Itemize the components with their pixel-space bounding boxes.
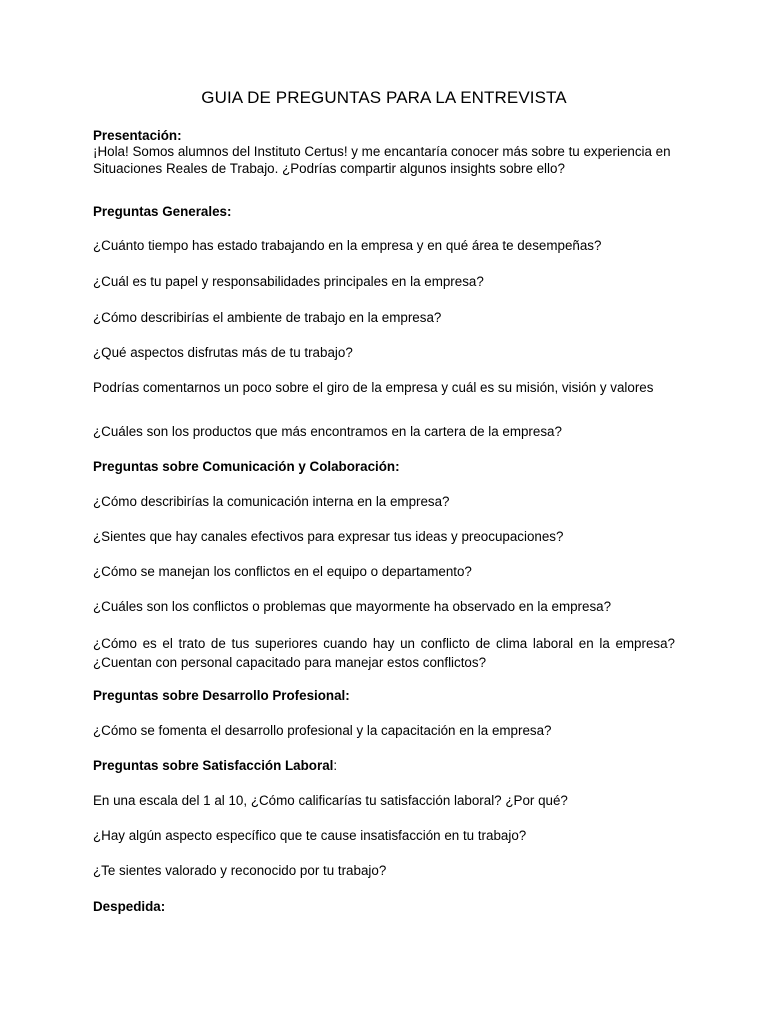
presentation-text: ¡Hola! Somos alumnos del Instituto Certus! y me encantaría conocer más sobre tu experiencia en Situaciones Reales de Trabajo. ¿Podrías compartir algunos insights sobre ello?	[93, 144, 671, 176]
communication-heading: Preguntas sobre Comunicación y Colaboración:	[93, 459, 400, 474]
satisfaction-question-1: En una escala del 1 al 10, ¿Cómo calificarías tu satisfacción laboral? ¿Por qué?	[93, 793, 568, 808]
communication-question-5: ¿Cómo es el trato de tus superiores cuando hay un conflicto de clima laboral en la empresa?¿Cuentan con personal capacitado para manejar estos conflictos?	[93, 636, 675, 670]
satisfaction-question-2: ¿Hay algún aspecto específico que te cause insatisfacción en tu trabajo?	[93, 828, 527, 843]
communication-question-3: ¿Cómo se manejan los conflictos en el equipo o departamento?	[93, 564, 472, 579]
satisfaction-heading	[93, 758, 675, 774]
communication-question-4: ¿Cuáles son los conflictos o problemas que mayormente ha observado en la empresa?	[93, 599, 612, 614]
communication-question-2: ¿Sientes que hay canales efectivos para expresar tus ideas y preocupaciones?	[93, 529, 564, 544]
development-heading: Preguntas sobre Desarrollo Profesional:	[93, 688, 350, 703]
presentation-heading: Presentación:	[93, 128, 182, 143]
general-question-6: ¿Cuáles son los productos que más encontramos en la cartera de la empresa?	[93, 424, 562, 439]
general-heading: Preguntas Generales:	[93, 204, 232, 219]
general-question-1: ¿Cuánto tiempo has estado trabajando en la empresa y en qué área te desempeñas?	[93, 238, 602, 253]
general-question-4: ¿Qué aspectos disfrutas más de tu trabajo?	[93, 345, 353, 360]
general-question-2: ¿Cuál es tu papel y responsabilidades principales en la empresa?	[93, 274, 484, 289]
general-question-3: ¿Cómo describirías el ambiente de trabajo en la empresa?	[93, 310, 442, 325]
general-question-5: Podrías comentarnos un poco sobre el giro de la empresa y cuál es su misión, visión y valores	[93, 380, 654, 395]
development-question-1: ¿Cómo se fomenta el desarrollo profesional y la capacitación en la empresa?	[93, 723, 552, 738]
satisfaction-heading-text: Preguntas sobre Satisfacción Laboral	[93, 758, 334, 773]
communication-question-1: ¿Cómo describirías la comunicación interna en la empresa?	[93, 494, 450, 509]
satisfaction-heading-colon: :	[333, 758, 338, 773]
farewell-heading: Despedida:	[93, 899, 166, 914]
satisfaction-question-3: ¿Te sientes valorado y reconocido por tu trabajo?	[93, 863, 387, 878]
document-title: GUIA DE PREGUNTAS PARA LA ENTREVISTA	[201, 88, 567, 107]
